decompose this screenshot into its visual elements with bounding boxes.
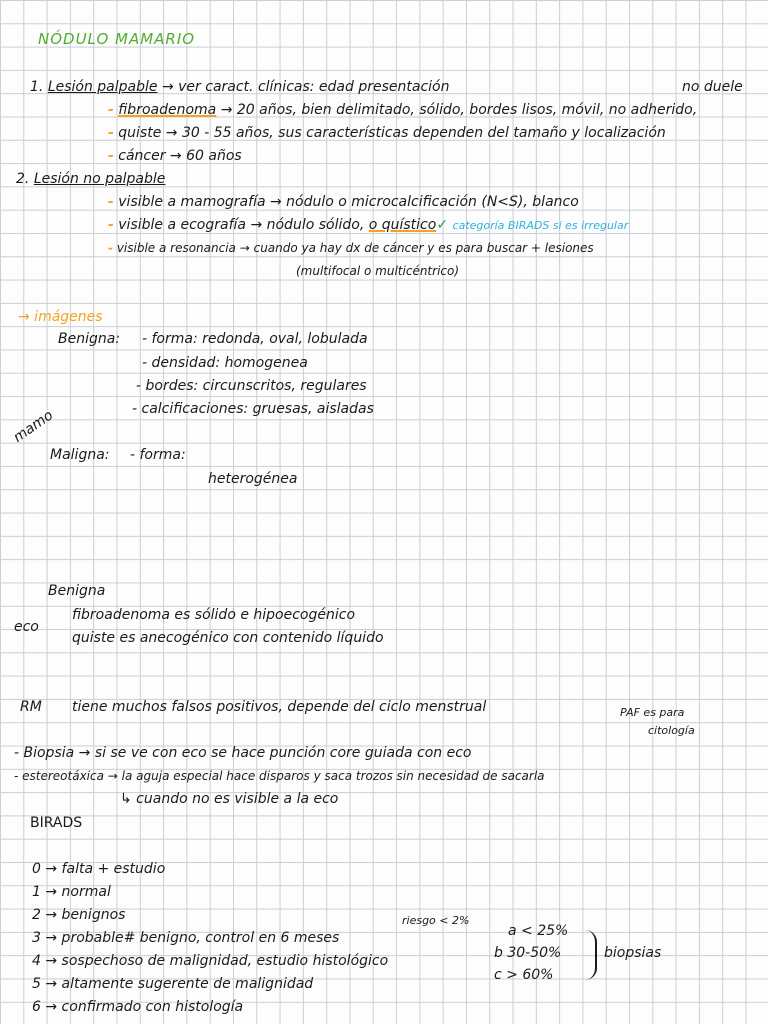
maligna-extra: heterogénea bbox=[208, 471, 298, 487]
benigna-label: Benigna: bbox=[58, 331, 121, 347]
palpable-item-text: → 60 años bbox=[165, 148, 242, 164]
birads-item bbox=[32, 952, 388, 970]
eco-side-label: eco bbox=[14, 619, 39, 635]
birads-text: → sospechoso de malignidad, estudio histológico bbox=[45, 953, 389, 969]
biopsia-line: - estereotáxica → la aguja especial hace disparos y saca trozos sin necesidad de sacarla bbox=[14, 769, 545, 783]
birads-text: → altamente sugerente de malignidad bbox=[45, 976, 314, 992]
no-palpable-item-resonancia bbox=[108, 239, 594, 257]
eco-line: quiste es anecogénico con contenido líquido bbox=[72, 630, 384, 646]
bullet-dash: - bbox=[108, 194, 114, 210]
birads-sub-a: a < 25% bbox=[508, 923, 569, 939]
page-title: NÓDULO MAMARIO bbox=[38, 30, 196, 48]
birads-num: 6 bbox=[32, 999, 41, 1015]
palpable-item-quiste bbox=[108, 124, 666, 142]
birads-item bbox=[32, 929, 339, 947]
birads-sub-c: c > 60% bbox=[494, 967, 554, 983]
no-palpable-heading: Lesión no palpable bbox=[33, 171, 166, 187]
birads-text: → confirmado con histología bbox=[45, 999, 244, 1015]
imagenes-label: → imágenes bbox=[18, 309, 103, 325]
maligna-item: - forma: bbox=[130, 447, 186, 463]
birads-item bbox=[32, 860, 165, 878]
birads-item bbox=[32, 975, 313, 993]
birads-num: 1 bbox=[32, 884, 41, 900]
birads-text: → normal bbox=[45, 884, 111, 900]
eco-line: fibroadenoma es sólido e hipoecogénico bbox=[72, 607, 356, 623]
brace-icon bbox=[585, 930, 597, 980]
birads-text: → falta + estudio bbox=[45, 861, 166, 877]
no-palpable-item-text: visible a ecografía → nódulo sólido, bbox=[118, 217, 369, 233]
palpable-item-text: → 20 años, bien delimitado, sólido, bordes lisos, móvil, no adherido, bbox=[216, 102, 698, 118]
birads-num: 3 bbox=[32, 930, 41, 946]
palpable-heading-rest: → ver caract. clínicas: edad presentación bbox=[157, 79, 450, 95]
biopsia-line: - Biopsia → si se ve con eco se hace punción core guiada con eco bbox=[14, 745, 472, 761]
birads-num: 4 bbox=[32, 953, 41, 969]
biopsias-note: biopsias bbox=[604, 945, 662, 961]
palpable-heading-row bbox=[30, 78, 449, 96]
no-palpable-item-ecografia bbox=[108, 216, 628, 235]
palpable-heading: Lesión palpable bbox=[47, 79, 158, 95]
no-palpable-sub: (multifocal o multicéntrico) bbox=[296, 264, 460, 278]
bullet-dash: - bbox=[108, 102, 114, 118]
birads-text: → benignos bbox=[45, 907, 126, 923]
birads-title: BIRADS bbox=[30, 815, 83, 831]
birads-sub-b: b 30-50% bbox=[494, 945, 562, 961]
no-palpable-heading-row bbox=[16, 170, 165, 188]
benigna-item: - calcificaciones: gruesas, aisladas bbox=[132, 401, 374, 417]
bullet-dash: - bbox=[108, 217, 114, 233]
no-duele-note: no duele bbox=[682, 79, 743, 95]
quistico-highlight: o quístico bbox=[368, 217, 437, 233]
bullet-dash: - bbox=[108, 241, 113, 255]
palpable-item-text: → 30 - 55 años, sus características dependen del tamaño y localización bbox=[161, 125, 666, 141]
palpable-item-cancer bbox=[108, 147, 242, 165]
palpable-number: 1. bbox=[30, 79, 44, 95]
no-palpable-item-mamografia bbox=[108, 193, 579, 211]
birads-item bbox=[32, 883, 111, 901]
benigna-item: - bordes: circunscritos, regulares bbox=[136, 378, 367, 394]
no-palpable-number: 2. bbox=[16, 171, 30, 187]
benigna-item: - densidad: homogenea bbox=[142, 355, 308, 371]
fibroadenoma-term: fibroadenoma bbox=[118, 102, 217, 118]
no-palpable-item-text: visible a resonancia → cuando ya hay dx de cáncer y es para buscar + lesiones bbox=[116, 241, 594, 255]
eco-heading: Benigna bbox=[48, 583, 106, 599]
rm-label: RM bbox=[20, 699, 42, 715]
mamo-side-label: mamo bbox=[10, 407, 57, 446]
bullet-dash: - bbox=[108, 148, 114, 164]
check-icon: ✓ bbox=[436, 217, 449, 233]
riesgo-note: riesgo < 2% bbox=[402, 914, 470, 927]
rm-text: tiene muchos falsos positivos, depende del ciclo menstrual bbox=[72, 699, 487, 715]
birads-num: 2 bbox=[32, 907, 41, 923]
biopsia-line: ↳ cuando no es visible a la eco bbox=[120, 791, 339, 807]
cancer-term: cáncer bbox=[118, 148, 166, 164]
benigna-item: - forma: redonda, oval, lobulada bbox=[142, 331, 368, 347]
birads-text: → probable# benigno, control en 6 meses bbox=[45, 930, 340, 946]
quiste-term: quiste bbox=[118, 125, 162, 141]
birads-num: 0 bbox=[32, 861, 41, 877]
paf-note-2: citología bbox=[648, 724, 695, 737]
no-palpable-item-text: visible a mamografía → nódulo o microcalcificación (N<S), blanco bbox=[118, 194, 579, 210]
birads-item bbox=[32, 998, 243, 1016]
birads-item bbox=[32, 906, 125, 924]
bullet-dash: - bbox=[108, 125, 114, 141]
palpable-item-fibroadenoma bbox=[108, 101, 697, 119]
birads-num: 5 bbox=[32, 976, 41, 992]
maligna-label: Maligna: bbox=[50, 447, 110, 463]
paf-note-1: PAF es para bbox=[620, 706, 685, 719]
birads-note: categoría BIRADS si es irregular bbox=[452, 219, 629, 232]
